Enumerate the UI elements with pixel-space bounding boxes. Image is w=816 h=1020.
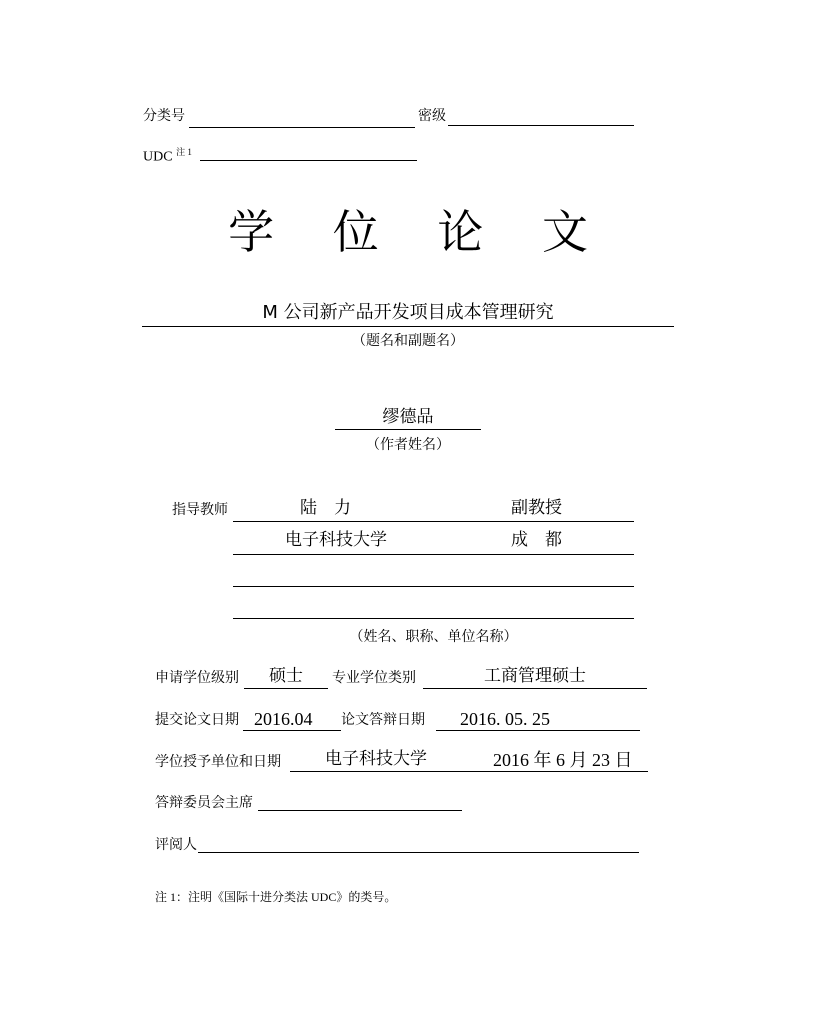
degree-level-label: 申请学位级别 xyxy=(155,671,239,686)
grant-unit-value: 电子科技大学 xyxy=(325,749,427,769)
author-line xyxy=(335,429,481,430)
advisor-line-2 xyxy=(233,554,634,555)
author-caption: （作者姓名） xyxy=(366,438,450,453)
secret-level-field[interactable] xyxy=(448,125,634,126)
title-char-3: 论 xyxy=(437,205,484,259)
major-category-value: 工商管理硕士 xyxy=(484,666,586,686)
defense-date-value: 2016. 05. 25 xyxy=(460,709,550,729)
udc-field[interactable] xyxy=(200,160,417,161)
udc-label xyxy=(143,144,192,166)
committee-chair-label: 答辩委员会主席 xyxy=(155,796,253,811)
udc-text: UDC xyxy=(143,149,173,165)
classification-field[interactable] xyxy=(189,127,415,128)
submit-date-value: 2016.04 xyxy=(254,709,313,729)
author-name: 缪德品 xyxy=(382,407,434,427)
degree-level-value: 硕士 xyxy=(269,666,303,686)
degree-level-line xyxy=(244,688,328,689)
thesis-title-line xyxy=(142,326,674,327)
classification-label: 分类号 xyxy=(143,109,185,124)
document-title xyxy=(0,204,816,260)
advisor-rank: 副教授 xyxy=(511,498,562,518)
footnote: 注 1：注明《国际十进分类法 UDC》的类号。 xyxy=(155,890,397,904)
submit-date-line xyxy=(243,730,341,731)
title-char-4: 文 xyxy=(541,205,588,259)
defense-date-label: 论文答辩日期 xyxy=(341,713,425,728)
submit-date-label: 提交论文日期 xyxy=(155,713,239,728)
reviewer-field[interactable] xyxy=(198,852,639,853)
udc-note: 注 1 xyxy=(176,147,192,157)
advisor-line-4 xyxy=(233,618,634,619)
advisor-name: 陆 力 xyxy=(300,498,351,518)
thesis-title: M 公司新产品开发项目成本管理研究 xyxy=(262,302,554,323)
advisor-city: 成 都 xyxy=(511,530,562,550)
advisor-unit: 电子科技大学 xyxy=(285,530,387,550)
grant-line xyxy=(290,771,648,772)
advisor-caption: （姓名、职称、单位名称） xyxy=(349,630,518,645)
reviewer-label: 评阅人 xyxy=(155,838,197,853)
grant-date-value: 2016 年 6 月 23 日 xyxy=(493,750,633,770)
committee-chair-field[interactable] xyxy=(258,810,462,811)
advisor-line-3 xyxy=(233,586,634,587)
advisor-line-1 xyxy=(233,521,634,522)
major-category-line xyxy=(423,688,647,689)
grant-label: 学位授予单位和日期 xyxy=(155,755,281,770)
secret-level-label: 密级 xyxy=(418,109,446,124)
advisor-label: 指导教师 xyxy=(172,503,228,518)
title-char-1: 学 xyxy=(228,205,275,259)
thesis-title-caption: （题名和副题名） xyxy=(352,334,464,349)
major-category-label: 专业学位类别 xyxy=(332,671,416,686)
title-char-2: 位 xyxy=(332,205,379,259)
defense-date-line xyxy=(436,730,640,731)
